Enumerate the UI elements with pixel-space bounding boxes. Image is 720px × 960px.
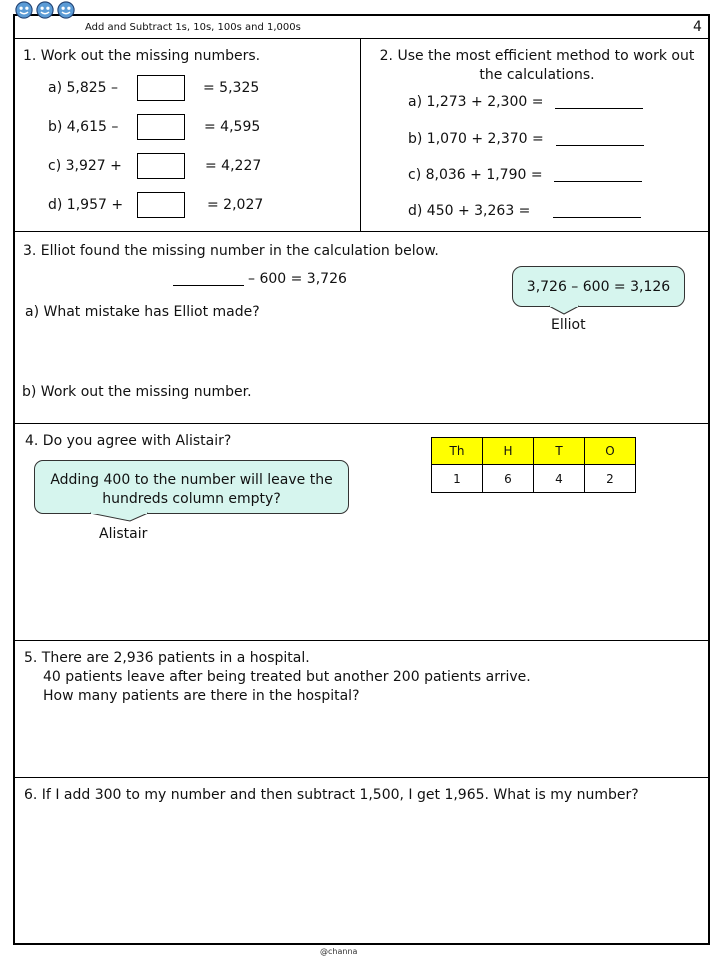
answer-line[interactable] [553,217,641,218]
place-value-digit: 6 [483,465,534,493]
question-5-line: How many patients are there in the hospital? [43,688,360,704]
question-3-prompt: 3. Elliot found the missing number in the calculation below. [23,243,439,259]
speech-bubble-text: 3,726 – 600 = 3,126 [526,279,671,295]
place-value-header-row [432,438,636,465]
q1-item-left: b) 4,615 – [48,119,119,135]
place-value-digit-row [432,465,636,493]
place-value-header: Th [432,438,483,465]
speaker-name: Alistair [99,526,148,542]
answer-box[interactable] [137,75,185,101]
divider [13,38,710,39]
q1-item-right: = 4,227 [205,158,262,174]
smiley-face-icon [36,1,54,19]
q1-item-left: a) 5,825 – [48,80,119,96]
question-3b: b) Work out the missing number. [22,384,252,400]
missing-number-line[interactable] [173,285,244,286]
divider [13,640,710,641]
answer-box[interactable] [137,192,185,218]
place-value-digit: 1 [432,465,483,493]
speech-bubble-tail [90,512,150,522]
answer-line[interactable] [556,145,644,146]
answer-line[interactable] [554,181,642,182]
answer-line[interactable] [555,108,643,109]
place-value-digit: 2 [585,465,636,493]
worksheet-title: Add and Subtract 1s, 10s, 100s and 1,000s [85,22,301,33]
place-value-header: O [585,438,636,465]
q1-item-left: d) 1,957 + [48,197,124,213]
question-1-prompt: 1. Work out the missing numbers. [23,48,261,64]
speech-bubble-line: hundreds column empty? [102,491,281,507]
place-value-table [431,437,636,493]
speaker-name: Elliot [551,317,586,333]
speech-bubble-tail [549,305,579,315]
place-value-digit: 4 [534,465,585,493]
smiley-face-icon [15,1,33,19]
q2-item: d) 450 + 3,263 = [408,203,531,219]
footer-credit: @channa [320,947,358,956]
question-4-prompt: 4. Do you agree with Alistair? [25,433,232,449]
place-value-header: H [483,438,534,465]
q1-item-left: c) 3,927 + [48,158,122,174]
divider [360,38,361,231]
smiley-face-icon [57,1,75,19]
page-number: 4 [693,19,702,35]
q1-item-right: = 2,027 [207,197,264,213]
speech-bubble [512,266,685,307]
q2-item: c) 8,036 + 1,790 = [408,167,543,183]
divider [13,231,710,232]
divider [13,423,710,424]
question-6-text: 6. If I add 300 to my number and then subtract 1,500, I get 1,965. What is my number? [24,787,639,803]
answer-box[interactable] [137,153,185,179]
speech-bubble-line: Adding 400 to the number will leave the [50,472,333,488]
q3-equation: – 600 = 3,726 [248,271,347,287]
question-2-prompt-line1: 2. Use the most efficient method to work out [379,48,695,64]
q1-item-right: = 4,595 [204,119,261,135]
question-5-line: 40 patients leave after being treated but another 200 patients arrive. [43,669,531,685]
question-3a: a) What mistake has Elliot made? [25,304,260,320]
answer-box[interactable] [137,114,185,140]
speech-bubble [34,460,349,514]
divider [13,777,710,778]
q2-item: b) 1,070 + 2,370 = [408,131,544,147]
q1-item-right: = 5,325 [203,80,260,96]
q2-item: a) 1,273 + 2,300 = [408,94,544,110]
question-5-line: 5. There are 2,936 patients in a hospital. [24,650,310,666]
question-2-prompt-line2: the calculations. [479,67,595,83]
place-value-header: T [534,438,585,465]
